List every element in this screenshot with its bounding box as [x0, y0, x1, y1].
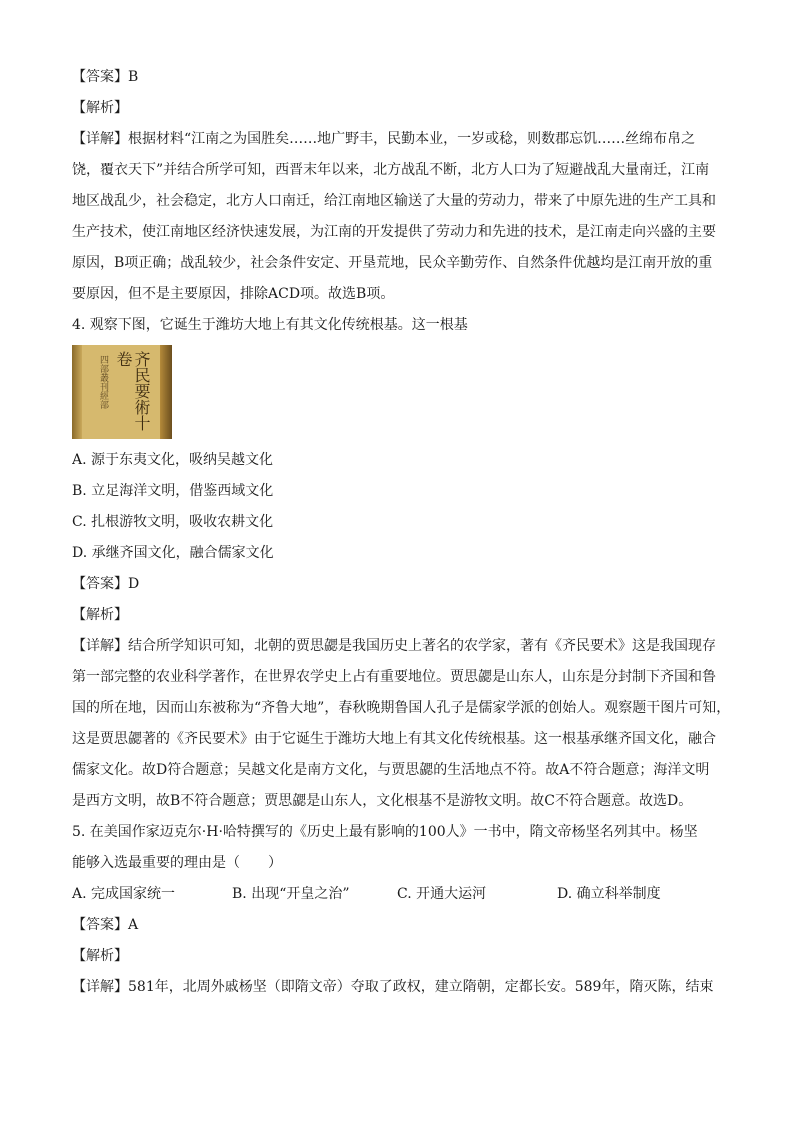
q5-stem-line: 5. 在美国作家迈克尔·H·哈特撰写的《历史上最有影响的100人》一书中，隋文帝杨坚名列其中。杨坚 — [72, 824, 698, 840]
q4-detail-line: 第一部完整的农业科学著作，在世界农学史上占有重要地位。贾思勰是山东人，山东是分封制下齐国和鲁 — [72, 669, 716, 685]
q3-detail — [72, 124, 732, 310]
q4-option-c: C. 扎根游牧文明，吸收农耕文化 — [72, 514, 274, 530]
q4-answer: 【答案】D — [72, 576, 140, 592]
book-title: 齐民要術十卷 — [114, 351, 151, 431]
q3-detail-line: 要原因，但不是主要原因，排除ACD项。故选B项。 — [72, 286, 395, 302]
q4-analysis-heading: 【解析】 — [72, 607, 128, 623]
q5-answer: 【答案】A — [72, 917, 139, 933]
book-series-label: 四部叢刊經部 — [98, 355, 108, 409]
qimin-yaoshu-book-image — [72, 345, 172, 439]
q5-option-d: D. 确立科举制度 — [557, 886, 661, 902]
q5-options — [72, 879, 732, 910]
q3-detail-line: 生产技术，使江南地区经济快速发展，为江南的开发提供了劳动力和先进的技术，是江南走向兴盛的主要 — [72, 224, 716, 240]
q4-detail-line: 国的所在地，因而山东被称为“齐鲁大地”，春秋晚期鲁国人孔子是儒家学派的创始人。观察题干图片可知， — [72, 700, 731, 716]
q5-stem-line: 能够入选最重要的理由是（ ） — [72, 855, 282, 871]
q4-detail-line: 【详解】结合所学知识可知，北朝的贾思勰是我国历史上著名的农学家，著有《齐民要术》这是我国现存 — [72, 638, 716, 654]
q4-option-b: B. 立足海洋文明，借鉴西域文化 — [72, 483, 274, 499]
scroll-right-roll — [160, 345, 172, 439]
q3-detail-line: 地区战乱少，社会稳定，北方人口南迁，给江南地区输送了大量的劳动力，带来了中原先进的生产工具和 — [72, 193, 716, 209]
q3-answer: 【答案】B — [72, 69, 139, 85]
q4-detail-line: 儒家文化。故D符合题意；吴越文化是南方文化，与贾思勰的生活地点不符。故A不符合题意；海洋文明 — [72, 762, 710, 778]
q5-option-c: C. 开通大运河 — [397, 886, 487, 902]
q4-option-a: A. 源于东夷文化，吸纳吴越文化 — [72, 452, 274, 468]
q4-detail-line: 这是贾思勰著的《齐民要术》由于它诞生于潍坊大地上有其文化传统根基。这一根基承继齐国文化，融合 — [72, 731, 716, 747]
document-page — [72, 62, 732, 1003]
q5-detail-line: 【详解】581年，北周外戚杨坚（即隋文帝）夺取了政权，建立隋朝，定都长安。589年，隋灭陈，结束 — [72, 979, 714, 995]
q3-detail-line: 饶，覆衣天下”并结合所学可知，西晋末年以来，北方战乱不断，北方人口为了短避战乱大量南迁，江南 — [72, 162, 710, 178]
scroll-left-edge — [72, 345, 82, 439]
q3-detail-line: 原因，B项正确；战乱较少，社会条件安定、开垦荒地，民众辛勤劳作、自然条件优越均是江南开放的重 — [72, 255, 713, 271]
q4-stem: 4. 观察下图，它诞生于潍坊大地上有其文化传统根基。这一根基 — [72, 317, 468, 333]
q5-analysis-heading: 【解析】 — [72, 948, 128, 964]
q4-figure — [72, 341, 732, 445]
q5-option-b: B. 出现“开皇之治” — [232, 886, 350, 902]
q5-option-a: A. 完成国家统一 — [72, 886, 176, 902]
q3-analysis-heading: 【解析】 — [72, 100, 128, 116]
q3-detail-line: 【详解】根据材料“江南之为国胜矣……地广野丰，民勤本业，一岁或稔，则数郡忘饥……丝绵布帛之 — [72, 131, 696, 147]
q4-detail — [72, 631, 732, 817]
q4-detail-line: 是西方文明，故B不符合题意；贾思勰是山东人，文化根基不是游牧文明。故C不符合题意。故选D。 — [72, 793, 693, 809]
q4-option-d: D. 承继齐国文化，融合儒家文化 — [72, 545, 274, 561]
